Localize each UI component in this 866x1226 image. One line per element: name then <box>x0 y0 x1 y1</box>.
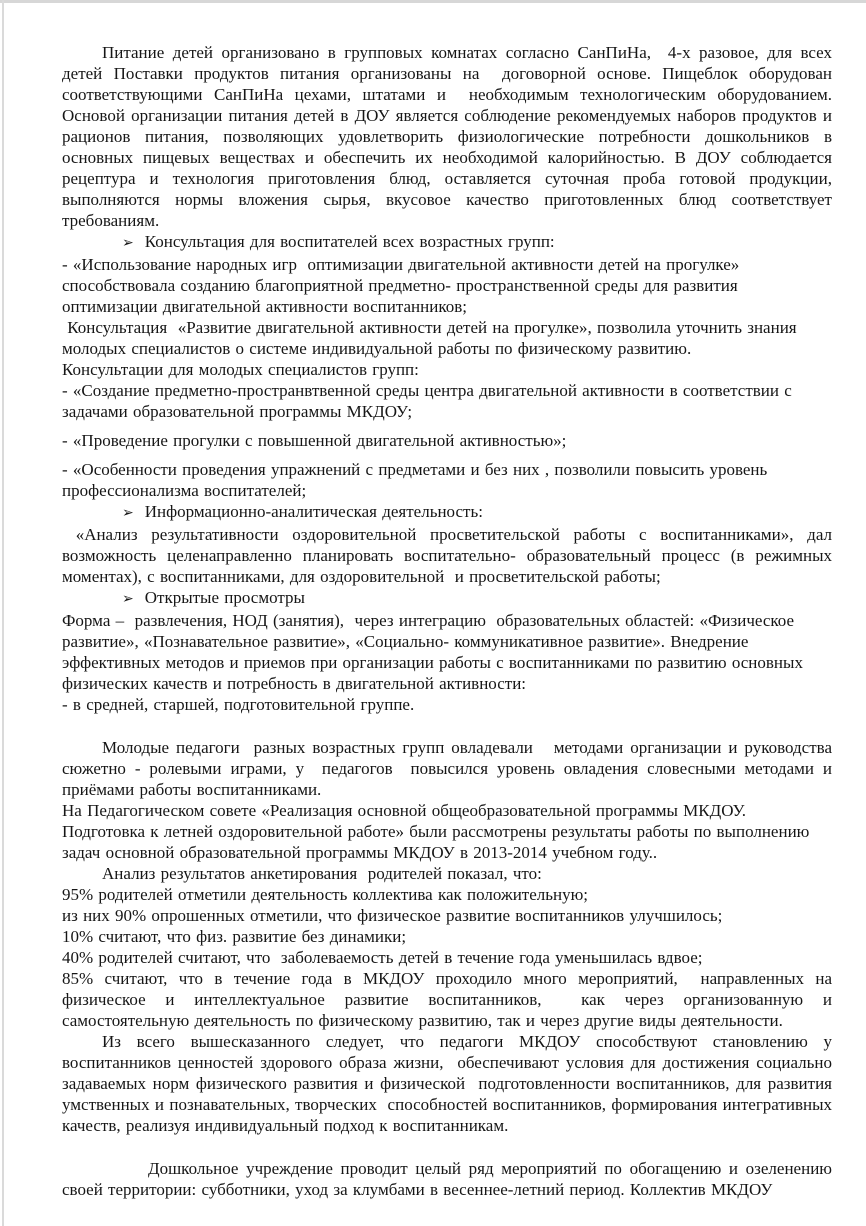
list-item-walk-activity: - «Проведение прогулки с повышенной двигательной активностью»; <box>62 431 567 450</box>
bullet-item-label: Открытые просмотры <box>144 588 305 607</box>
paragraph-analysis-health-work: «Анализ результативности оздоровительной просветительской работы с воспитанниками», дал возможность целенаправленно планировать воспитательно- образовательный процесс (в режимных моментах), с воспитанниками, для оздоровительной и просветительской работы; <box>62 525 838 586</box>
list-item-folk-games: - «Использование народных игр оптимизации двигательной активности детей на прогулке» способствовала созданию благоприятной предметно- пространственной среды для развития оптимизации двигательной активности воспитанников; <box>62 255 745 316</box>
paragraph-nutrition: Питание детей организовано в групповых комнатах согласно СанПиНа, 4-х разовое, для всех детей Поставки продуктов питания организованы на договорной основе. Пищеблок оборудован соответствующими СанПиНа цехами, штатами и необходимым технологическим оборудованием. Основой организации питания детей в ДОУ является соблюдение рекомендуемых наборов продуктов и рационов питания, позволяющих удовлетворить физиологические потребности дошкольников в основных пищевых веществах и обеспечить их необходимой калорийностью. В ДОУ соблюдается рецептура и технология приготовления блюд, оставляется суточная проба готовой продукции, выполняются нормы вложения сырья, вкусовое качество приготовленных блюд соответствует требованиям. <box>62 43 838 230</box>
arrow-bullet-icon: ➢ <box>122 505 134 521</box>
page-top-edge-line <box>0 0 866 3</box>
bullet-item-label: Консультация для воспитателей всех возрастных групп: <box>144 232 555 251</box>
paragraph-consultations-young-specialists: Консультации для молодых специалистов групп: <box>62 360 419 379</box>
paragraph-territory: Дошкольное учреждение проводит целый ряд мероприятий по обогащению и озеленению своей территории: субботники, уход за клумбами в весеннее-летний период. Коллектив МКДОУ <box>62 1159 838 1199</box>
paragraph-conclusion: Из всего вышесказанного следует, что педагоги МКДОУ способствуют становлению у воспитанников ценностей здорового образа жизни, обеспечивают условия для достижения социально задаваемых норм физического развития и физической подготовленности воспитанников, для развития умственных и познавательных, творческих способностей воспитанников, формирования интегративных качеств, реализуя индивидуальный подход к воспитанникам. <box>62 1032 838 1135</box>
arrow-bullet-icon: ➢ <box>122 235 134 251</box>
paragraph-form-integration: Форма – развлечения, НОД (занятия), через интеграцию образовательных областей: «Физическое развитие», «Познавательное развитие», «Социально- коммуникативное развитие». Внедрение эффективных методов и приемов при организации работы с воспитанниками по развитию основных физических качеств и потребность в двигательной активности: <box>62 611 809 693</box>
stat-line-40-percent: 40% родителей считают, что заболеваемость детей в течение года уменьшилась вдвое; <box>62 948 703 967</box>
list-item-subject-environment: - «Создание предметно-пространвтвенной среды центра двигательной активности в соответствии с задачами образовательной программы МКДОУ; <box>62 381 798 421</box>
paragraph-survey-analysis: Анализ результатов анкетирования родителей показал, что: <box>102 864 542 883</box>
arrow-bullet-icon: ➢ <box>122 591 134 607</box>
bullet-item-label: Информационно-аналитическая деятельность: <box>144 502 483 521</box>
stat-line-85-percent: 85% считают, что в течение года в МКДОУ проходило много мероприятий, направленных на физическое и интеллектуальное развитие воспитанников, как через организованную и самостоятельную деятельность по физическому развитию, так и через другие виды деятельности. <box>62 969 838 1030</box>
stat-line-10-percent: 10% считают, что физ. развитие без динамики; <box>62 927 407 946</box>
list-item-exercises: - «Особенности проведения упражнений с предметами и без них , позволили повысить уровень профессионализма воспитателей; <box>62 460 773 500</box>
page-left-edge-line <box>2 0 4 1226</box>
list-item-groups: - в средней, старшей, подготовительной группе. <box>62 695 415 714</box>
bullet-item-info-analytics <box>62 501 832 524</box>
stat-line-90-percent: из них 90% опрошенных отметили, что физическое развитие воспитанников улучшилось; <box>62 906 723 925</box>
paragraph-consultation-development: Консультация «Развитие двигательной активности детей на прогулке», позволила уточнить знания молодых специалистов о системе индивидуальной работы по физическому развитию. <box>62 318 802 358</box>
paragraph-young-teachers: Молодые педагоги разных возрастных групп овладевали методами организации и руководства сюжетно - ролевыми играми, у педагогов повысился уровень овладения словесными методами и приёмами работы воспитанниками. <box>62 738 838 799</box>
paragraph-pedagogical-council: На Педагогическом совете «Реализация основной общеобразовательной программы МКДОУ. Подготовка к летней оздоровительной работе» были рассмотрены результаты работы по выполнению задач основной образовательной программы МКДОУ в 2013-2014 учебном году.. <box>62 801 815 862</box>
bullet-item-open-views <box>62 587 832 610</box>
stat-line-95-percent: 95% родителей отметили деятельность коллектива как положительную; <box>62 885 589 904</box>
bullet-item-consultation-groups <box>62 231 832 254</box>
